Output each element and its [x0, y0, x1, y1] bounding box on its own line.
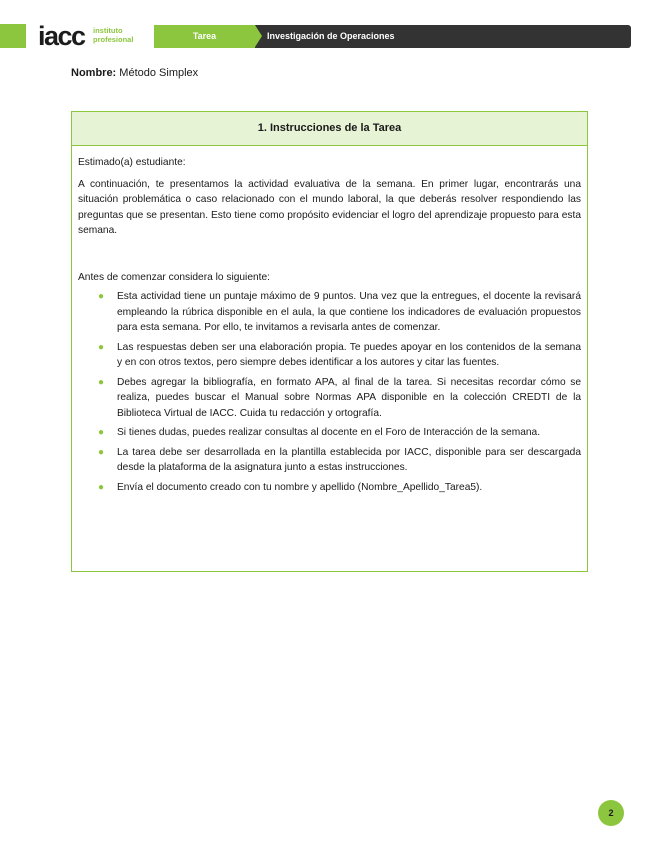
name-value: Método Simplex	[116, 67, 199, 79]
assignment-name	[71, 67, 198, 79]
list-item-text: Debes agregar la bibliografía, en formato APA, al final de la tarea. Si necesitas recordar cómo se realiza, puedes buscar el Manual sobre Normas APA disponible en la colección CREDTI de la Biblioteca Virtual de IACC. Cuida tu redacción y ortografía.	[117, 376, 581, 419]
instructions-title: 1. Instrucciones de la Tarea	[72, 112, 587, 146]
list-item-text: Envía el documento creado con tu nombre y apellido (Nombre_Apellido_Tarea5).	[117, 481, 483, 493]
intro-paragraph: A continuación, te presentamos la actividad evaluativa de la semana. En primer lugar, encontrarás una situación problemática o caso relacionado con el mundo laboral, la que deberás resolver respondiendo las preguntas que se presentan. Esto tiene como propósito evidenciar el logro del aprendizaje propuesto para esta semana.	[78, 178, 581, 236]
bullet-icon: ●	[98, 376, 105, 388]
before-start-text: Antes de comenzar considera lo siguiente:	[78, 271, 270, 283]
bullet-icon: ●	[98, 481, 105, 493]
bullet-icon: ●	[98, 446, 105, 458]
page-number: 2	[598, 800, 624, 826]
header-accent-block	[0, 24, 26, 48]
tab-tarea: Tarea	[154, 25, 255, 48]
greeting: Estimado(a) estudiante:	[78, 157, 186, 168]
logo-subtitle-line2: profesional	[93, 34, 134, 44]
list-item	[98, 289, 581, 336]
name-label: Nombre:	[71, 67, 117, 79]
list-item	[98, 425, 581, 441]
instructions-list	[78, 289, 581, 495]
list-item	[98, 340, 581, 371]
header-arrow-shape	[255, 25, 262, 47]
list-item-text: Si tienes dudas, puedes realizar consultas al docente en el Foro de Interacción de la semana.	[117, 427, 541, 438]
page-header	[0, 21, 655, 51]
subject-title: Investigación de Operaciones	[255, 25, 631, 48]
list-item	[98, 445, 581, 476]
logo-wordmark: iacc	[38, 21, 85, 51]
list-item-text: Esta actividad tiene un puntaje máximo de 9 puntos. Una vez que la entregues, el docente la revisará empleando la rúbrica disponible en el aula, la que contiene los indicadores de evaluación propuestos para esta semana. Por ello, te invitamos a revisarla antes de comenzar.	[117, 291, 581, 333]
list-item	[98, 480, 581, 496]
instructions-body	[72, 146, 587, 495]
list-item-text: Las respuestas deben ser una elaboración propia. Te puedes apoyar en los contenidos de la semana y en con otros textos, pero siempre debes identificar a los autores y citar las fuentes.	[117, 341, 581, 368]
bullet-icon: ●	[98, 427, 105, 438]
bullet-icon: ●	[98, 291, 105, 302]
instructions-box	[71, 111, 588, 572]
list-item-text: La tarea debe ser desarrollada en la plantilla establecida por IACC, disponible para ser descargada desde la plataforma de la asignatura junto a estas instrucciones.	[117, 446, 581, 473]
logo-subtitle-line1: instituto	[93, 26, 123, 35]
logo-subtitle	[93, 27, 133, 44]
bullet-icon: ●	[98, 341, 105, 353]
list-item	[98, 375, 581, 422]
